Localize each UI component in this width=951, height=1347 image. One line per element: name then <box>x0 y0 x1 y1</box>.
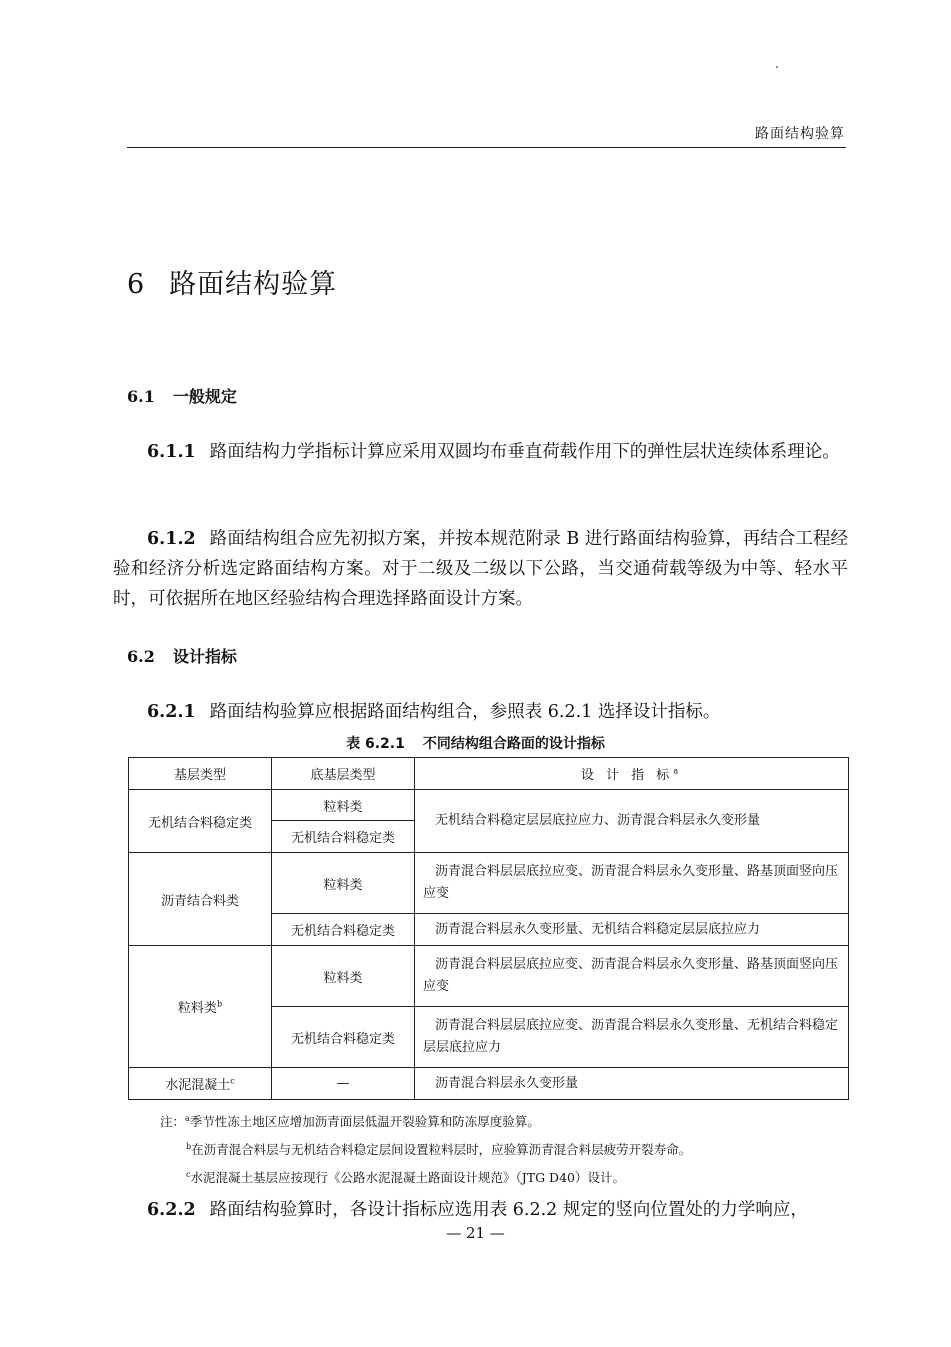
chapter-heading: 路面结构验算 <box>169 269 338 300</box>
footnote-mark: c <box>230 1076 235 1086</box>
cell-subbase-type: 粒料类 <box>272 790 415 821</box>
scan-dot <box>776 66 778 68</box>
clause-number: 6.1.2 <box>147 529 196 549</box>
clause-text: 路面结构力学指标计算应采用双圆均布垂直荷载作用下的弹性层状连续体系理论。 <box>209 442 840 462</box>
clause-text: 路面结构验算应根据路面结构组合，参照表 6.2.1 选择设计指标。 <box>209 702 721 722</box>
cell-base-type: 无机结合料稳定类 <box>129 790 272 853</box>
clause-6-2-1 <box>113 697 848 727</box>
cell-indicator: 沥青混合料层层底拉应变、沥青混合料层永久变形量、路基顶面竖向压应变 <box>415 946 849 1007</box>
footnote-mark: a <box>673 766 683 776</box>
table-row <box>129 946 849 1007</box>
chapter-title <box>127 262 337 301</box>
cell-subbase-type: 无机结合料稳定类 <box>272 914 415 946</box>
cell-indicator: 沥青混合料层层底拉应变、沥青混合料层永久变形量、路基顶面竖向压应变 <box>415 853 849 914</box>
table-header-row <box>129 758 849 790</box>
clause-text: 路面结构组合应先初拟方案，并按本规范附录 B 进行路面结构验算，再结合工程经验和经济分析选定路面结构方案。对于二级及二级以下公路，当交通荷载等级为中等、轻水平时，可依据所在地区经验结构合理选择路面设计方案。 <box>113 529 848 609</box>
notes-label: 注： <box>160 1114 186 1130</box>
cell-indicator: 无机结合料稳定层层底拉应力、沥青混合料层永久变形量 <box>415 790 849 853</box>
clause-number: 6.2.2 <box>147 1200 196 1220</box>
table-notes <box>160 1106 691 1190</box>
cell-base-type: 粒料类$^b$ <box>129 946 272 1068</box>
table-row <box>129 790 849 821</box>
clause-6-1-2 <box>113 524 848 614</box>
cell-base-type: 水泥混凝土$^c$ <box>129 1068 272 1100</box>
running-header: 路面结构验算 <box>755 126 845 142</box>
cell-indicator: 沥青混合料层层底拉应变、沥青混合料层永久变形量、无机结合料稳定层层底拉应力 <box>415 1007 849 1068</box>
clause-text: 路面结构验算时，各设计指标应选用表 6.2.2 规定的竖向位置处的力学响应， <box>209 1200 808 1220</box>
clause-number: 6.2.1 <box>147 702 196 722</box>
cell-subbase-type: 无机结合料稳定类 <box>272 821 415 853</box>
table-note: $^b$在沥青混合料层与无机结合料稳定层间设置粒料层时，应验算沥青混合料层疲劳开裂寿命。 <box>186 1142 692 1158</box>
chapter-number: 6 <box>127 269 146 300</box>
table-caption <box>0 733 951 753</box>
table-number: 表 6.2.1 <box>346 736 405 752</box>
cell-subbase-type: — <box>272 1068 415 1100</box>
table-note: $^c$水泥混凝土基层应按现行《公路水泥混凝土路面设计规范》（JTG D40）设计。 <box>186 1170 625 1186</box>
table-row <box>129 853 849 914</box>
section-title: 一般规定 <box>172 387 237 406</box>
section-number: 6.2 <box>127 647 155 666</box>
table-note: 注：$^a$季节性冻土地区应增加沥青面层低温开裂验算和防冻厚度验算。 <box>160 1114 540 1130</box>
header-base-type: 基层类型 <box>129 758 272 790</box>
header-subbase-type: 底基层类型 <box>272 758 415 790</box>
clause-6-2-2 <box>113 1195 848 1225</box>
section-heading-6-2 <box>127 644 237 667</box>
section-title: 设计指标 <box>172 647 237 666</box>
section-heading-6-1 <box>127 384 237 407</box>
table-title: 不同结构组合路面的设计指标 <box>422 736 605 752</box>
section-number: 6.1 <box>127 387 155 406</box>
cell-indicator: 沥青混合料层永久变形量 <box>415 1068 849 1100</box>
cell-subbase-type: 粒料类 <box>272 853 415 914</box>
clause-6-1-1 <box>113 437 848 467</box>
page-number: — 21 — <box>446 1224 505 1242</box>
table-row <box>129 1068 849 1100</box>
cell-subbase-type: 无机结合料稳定类 <box>272 1007 415 1068</box>
cell-indicator: 沥青混合料层永久变形量、无机结合料稳定层层底拉应力 <box>415 914 849 946</box>
footnote-mark: b <box>216 999 223 1009</box>
cell-base-type: 沥青结合料类 <box>129 853 272 946</box>
header-indicator: 设 计 指 标$^a$ <box>415 758 849 790</box>
cell-subbase-type: 粒料类 <box>272 946 415 1007</box>
clause-number: 6.1.1 <box>147 442 196 462</box>
design-indicator-table <box>128 757 849 1100</box>
header-rule <box>127 147 846 148</box>
